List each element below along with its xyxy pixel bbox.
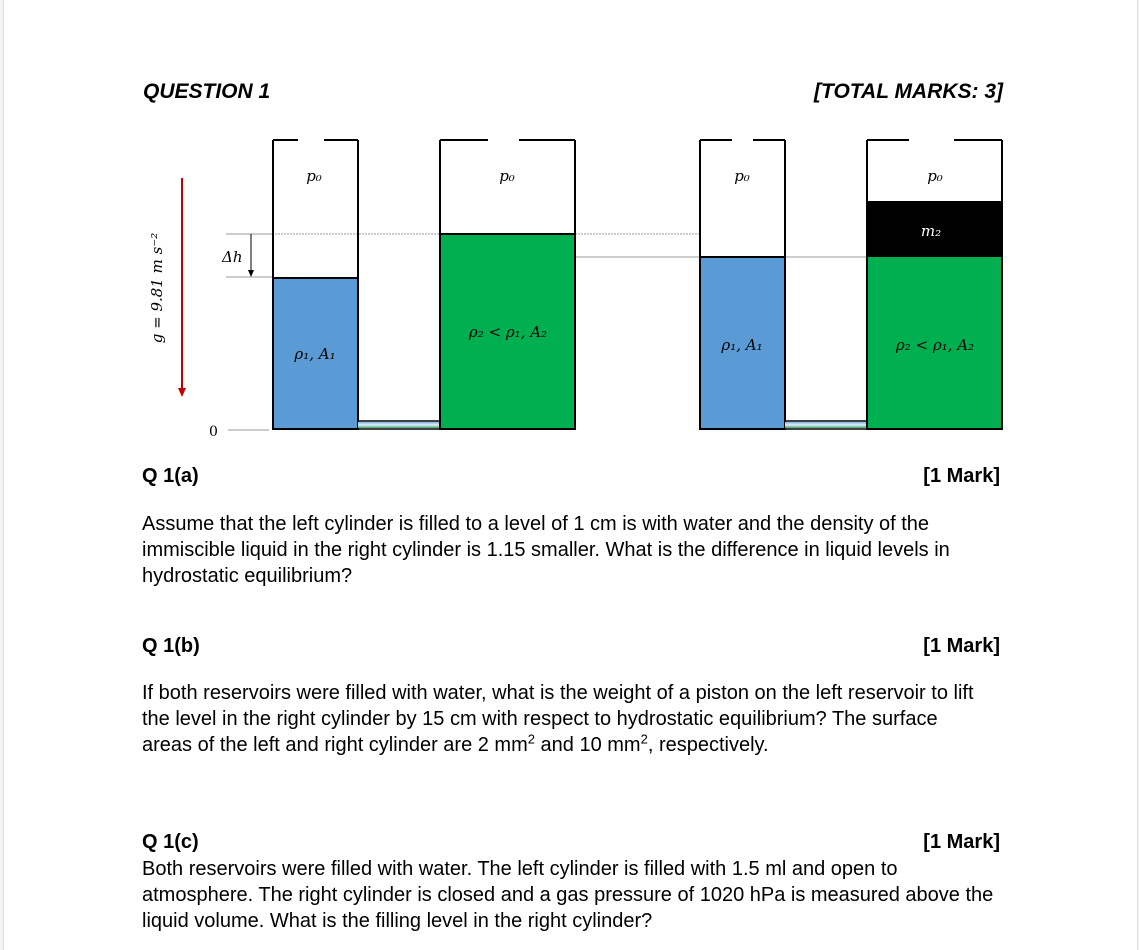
- system-2-connecting-tube: [785, 421, 867, 429]
- question-b-label: Q 1(b): [142, 635, 200, 657]
- question-b-text: [142, 680, 987, 758]
- squared-superscript: 2: [527, 731, 535, 747]
- question-title: QUESTION 1: [143, 80, 271, 103]
- gravity-label: g = 9.81 m s⁻²: [148, 232, 166, 344]
- question-a-marks: [1 Mark]: [923, 465, 1000, 487]
- p0-label: p₀: [306, 167, 322, 185]
- rho1-a1-label: ρ₁, A₁: [721, 336, 763, 354]
- delta-h-label: Δh: [222, 248, 243, 266]
- u-tube-figure: [4, 0, 1137, 445]
- question-c-text: Both reservoirs were filled with water. The left cylinder is filled with 1.5 ml and open to atmosphere. The right cylinder is closed and a gas pressure of 1020 hPa is measured above the liquid volume. What is the filling level in the right cylinder?: [142, 858, 994, 932]
- m2-label: m₂: [920, 222, 942, 240]
- zero-label: 0: [209, 424, 218, 440]
- total-marks: [TOTAL MARKS: 3]: [814, 80, 1003, 103]
- rho2-a2-label: ρ₂ < ρ₁, A₂: [468, 323, 548, 341]
- document-page: [3, 0, 1138, 950]
- question-b-text-part-2: and 10 mm: [534, 734, 641, 756]
- question-c-marks: [1 Mark]: [923, 831, 1000, 853]
- rho2-a2-label: ρ₂ < ρ₁, A₂: [895, 336, 975, 354]
- question-b-text-part-3: , respectively.: [647, 734, 769, 756]
- rho1-a1-label: ρ₁, A₁: [294, 345, 336, 363]
- question-c-label: Q 1(c): [142, 831, 199, 853]
- question-a-text: Assume that the left cylinder is filled to a level of 1 cm is with water and the density of the immiscible liquid in the right cylinder is 1.15 smaller. What is the difference in liquid levels in hydrostatic equilibrium?: [142, 513, 950, 587]
- p0-label: p₀: [499, 167, 515, 185]
- system-1-connecting-tube: [358, 421, 440, 429]
- question-a-label: Q 1(a): [142, 465, 199, 487]
- squared-superscript: 2: [640, 731, 648, 747]
- p0-label: p₀: [927, 167, 943, 185]
- gravity-arrow: [178, 178, 186, 397]
- question-b-marks: [1 Mark]: [923, 635, 1000, 657]
- question-b-text-part-1: If both reservoirs were filled with water, what is the weight of a piston on the left reservoir to lift the level in the right cylinder by 15 cm with respect to hydrostatic equilibrium? The surface areas of the left and right cylinder are 2 mm: [142, 682, 974, 756]
- p0-label: p₀: [734, 167, 750, 185]
